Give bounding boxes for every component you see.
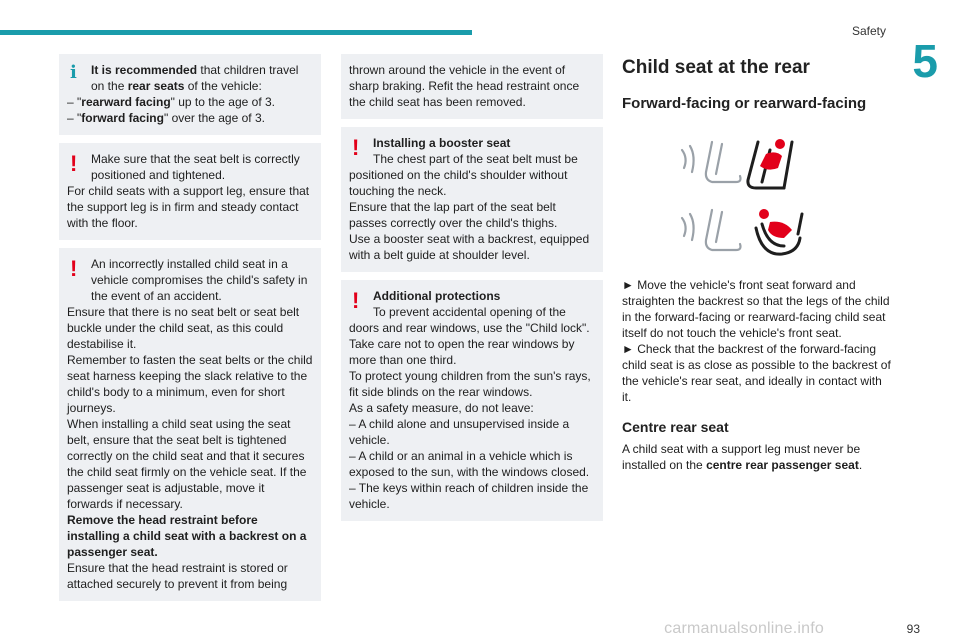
warning-lead: The chest part of the seat belt must be positioned on the child's shoulder without touching the neck.: [349, 152, 578, 198]
warning-lead: To prevent accidental opening of the doors and rear windows, use the "Child lock".: [349, 305, 590, 335]
warning-paragraph: As a safety measure, do not leave:: [349, 401, 534, 415]
warning-lead: Make sure that the seat belt is correctly positioned and tightened.: [91, 152, 300, 182]
warning-paragraph: When installing a child seat using the seat belt, ensure that the seat belt is tightened correctly on the child seat and that it secures the child seat firmly on the vehicle seat. If the passenger seat is adjustable, move it forwards if necessary.: [67, 417, 307, 511]
watermark: carmanualsonline.info: [664, 620, 824, 637]
chapter-number: 5: [912, 35, 938, 87]
column-3: [622, 54, 892, 473]
warning-icon: !: [70, 256, 78, 281]
subsection-title-centre: Centre rear seat: [622, 419, 729, 435]
centre-seat-text: A child seat with a support leg must never be installed on the centre rear passenger seat.: [622, 442, 863, 472]
header-accent-bar: [0, 30, 472, 35]
info-icon: i: [70, 62, 77, 83]
warning-paragraph: Take care not to open the rear windows by more than one third.: [349, 337, 575, 367]
rearward-facing-line: – "rearward facing" up to the age of 3.: [67, 95, 275, 109]
warning-paragraph: To protect young children from the sun's rays, fit side blinds on the rear windows.: [349, 369, 591, 399]
warning-icon: !: [352, 288, 360, 313]
page-number: 93: [906, 622, 920, 636]
column-1: [59, 54, 321, 609]
section-label: Safety: [851, 24, 886, 38]
warning-lead: An incorrectly installed child seat in a vehicle compromises the child's safety in the event of an accident.: [91, 257, 308, 303]
step-1: ► Move the vehicle's front seat forward and straighten the backrest so that the legs of the child in the forward-facing or rearward-facing child seat itself do not touch the vehicle's front seat.: [622, 278, 890, 340]
column-2: [341, 54, 603, 529]
child-icon: [760, 139, 785, 170]
continued-box: [341, 54, 603, 119]
instruction-steps: [622, 277, 892, 405]
warning-box-seat-belt: [59, 143, 321, 240]
child-seat-illustration: [652, 138, 822, 262]
warning-paragraph: – A child or an animal in a vehicle which is exposed to the sun, with the windows closed.: [349, 449, 590, 479]
warning-paragraph: – The keys within reach of children inside the vehicle.: [349, 481, 589, 511]
warning-icon: !: [70, 151, 78, 176]
warning-paragraph-bold: Remove the head restraint before installing a child seat with a backrest on a passenger seat.: [67, 513, 307, 559]
warning-body: For child seats with a support leg, ensure that the support leg is in firm and steady contact with the floor.: [67, 184, 310, 230]
warning-title: Installing a booster seat: [373, 136, 511, 150]
front-seat-icon: [682, 142, 741, 182]
warning-paragraph: – A child alone and unsupervised inside a vehicle.: [349, 417, 570, 447]
warning-box-incorrect-install: [59, 248, 321, 601]
continued-text: thrown around the vehicle in the event of sharp braking. Refit the head restraint once the child seat has been removed.: [349, 63, 580, 109]
warning-box-additional-protections: [341, 280, 603, 521]
warning-paragraph: Ensure that the head restraint is stored or attached securely to prevent it from being: [67, 561, 288, 591]
warning-box-booster-seat: [341, 127, 603, 272]
section-title: Child seat at the rear: [622, 57, 810, 78]
warning-paragraph: Ensure that the lap part of the seat belt passes correctly over the child's thighs.: [349, 200, 558, 230]
child-icon: [759, 209, 792, 238]
info-box-recommendation: [59, 54, 321, 135]
recommendation-lead: It is recommended that children travel on the rear seats of the vehicle:: [91, 63, 299, 93]
warning-paragraph: Ensure that there is no seat belt or seat belt buckle under the child seat, as this could destabilise it.: [67, 305, 300, 351]
warning-title: Additional protections: [373, 289, 501, 303]
warning-icon: !: [352, 135, 360, 160]
warning-paragraph: Remember to fasten the seat belts or the child seat harness keeping the slack relative to the child's body to a minimum, even for short journeys.: [67, 353, 313, 415]
forward-facing-line: – "forward facing" over the age of 3.: [67, 111, 265, 125]
step-2: ► Check that the backrest of the forward-facing child seat is as close as possible to the backrest of the vehicle's rear seat, and ideally in contact with it.: [622, 342, 891, 404]
subsection-title: Forward-facing or rearward-facing: [622, 95, 867, 112]
warning-paragraph: Use a booster seat with a backrest, equipped with a belt guide at shoulder level.: [349, 232, 590, 262]
front-seat-icon: [682, 210, 741, 250]
